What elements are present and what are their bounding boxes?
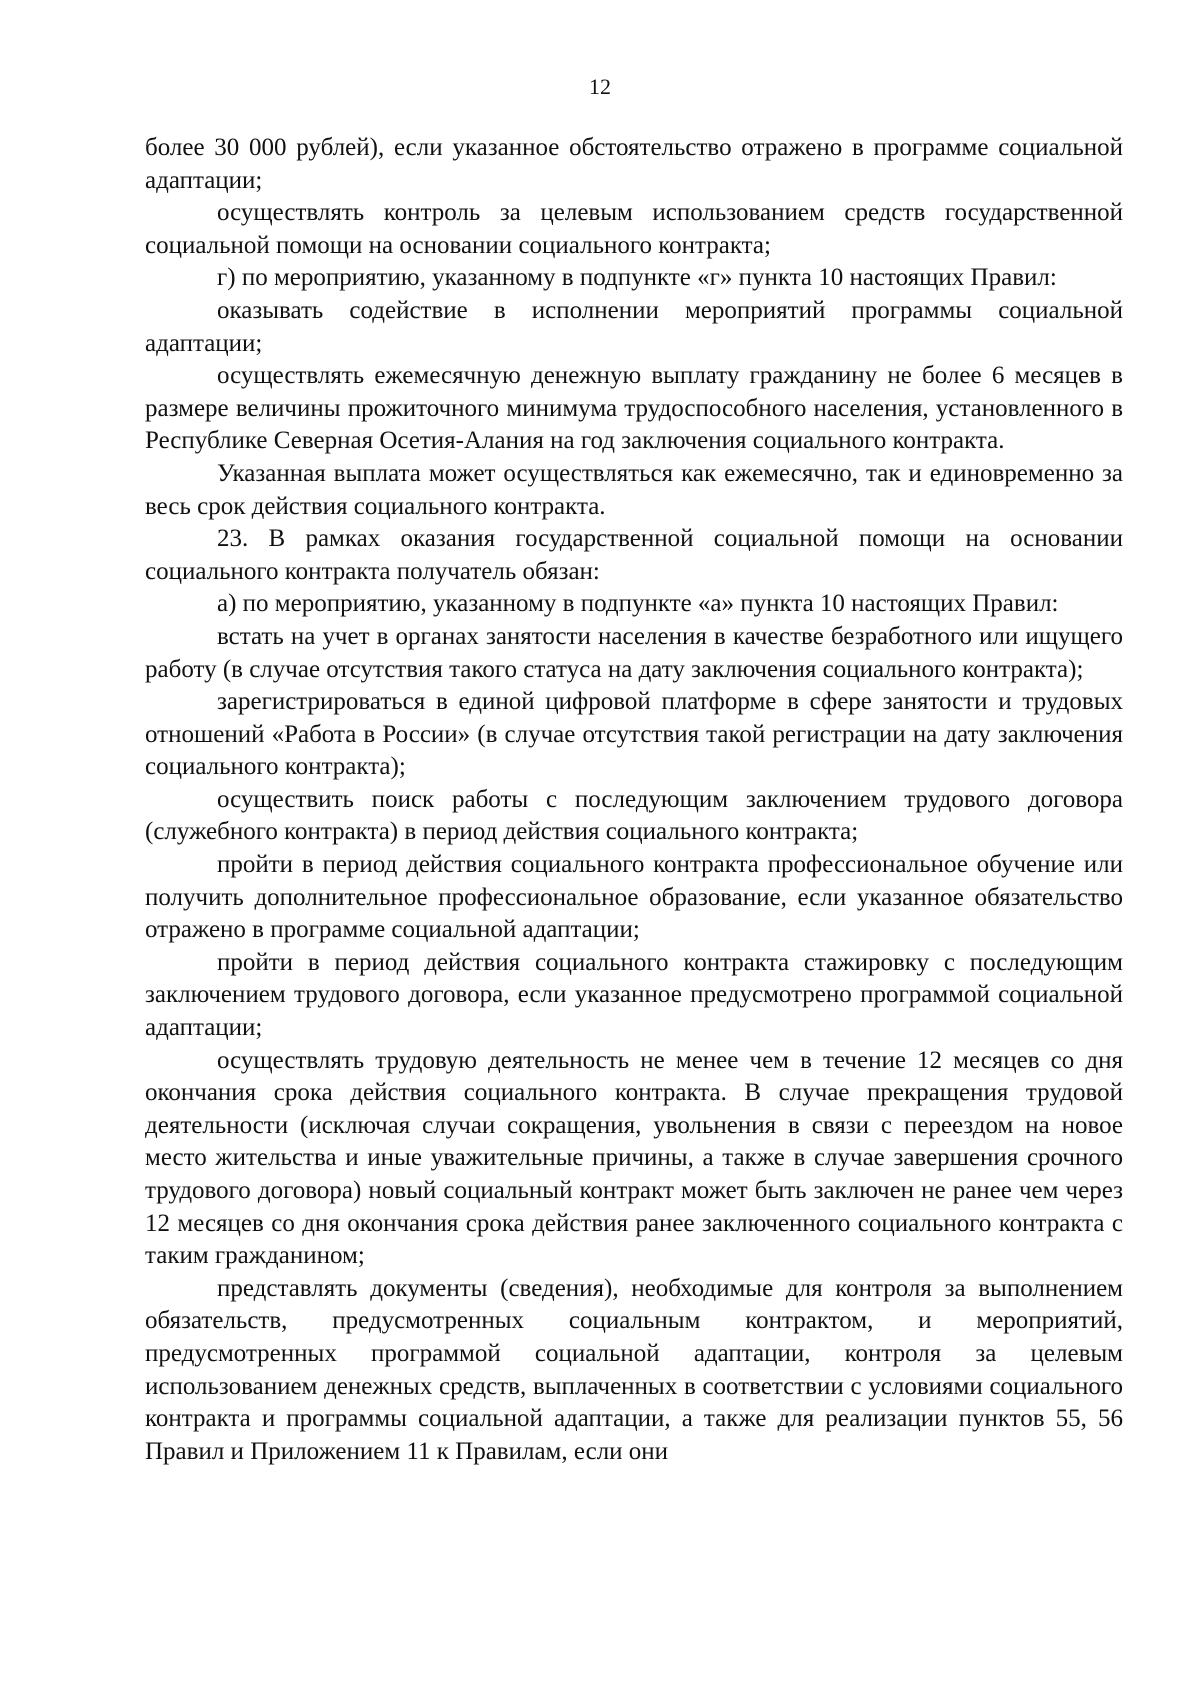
paragraph: осуществлять контроль за целевым использованием средств государственной социальной помощи на основании социального контракта; <box>145 199 1123 259</box>
paragraph: оказывать содействие в исполнении мероприятий программы социальной адаптации; <box>145 296 1123 357</box>
paragraph: а) по мероприятию, указанному в подпункте «а» пункта 10 настоящих Правил: <box>217 590 1059 618</box>
paragraph: 23. В рамках оказания государственной социальной помощи на основании социального контракта получатель обязан: <box>145 525 1123 585</box>
paragraph: г) по мероприятию, указанному в подпункте «г» пункта 10 настоящих Правил: <box>217 264 1057 292</box>
document-body <box>145 132 1123 1468</box>
page-number: 12 <box>589 74 611 99</box>
paragraph: зарегистрироваться в единой цифровой платформе в сфере занятости и трудовых отношений «Работа в России» (в случае отсутствия такой регистрации на дату заключения социального контракта); <box>145 688 1123 781</box>
paragraph: осуществлять трудовую деятельность не менее чем в течение 12 месяцев со дня окончания срока действия социального контракта. В случае прекращения трудовой деятельности (исключая случаи сокращения, увольнения в связи с переездом на новое место жительства и иные уважительные причины, а также в случае завершения срочного трудового договора) новый социальный контракт может быть заключен не ранее чем через 12 месяцев со дня окончания срока действия ранее заключенного социального контракта с таким гражданином; <box>145 1046 1123 1270</box>
paragraph: Указанная выплата может осуществляться как ежемесячно, так и единовременно за весь срок действия социального контракта. <box>145 459 1123 520</box>
paragraph: осуществить поиск работы с последующим заключением трудового договора (служебного контракта) в период действия социального контракта; <box>145 785 1123 846</box>
paragraph: пройти в период действия социального контракта профессиональное обучение или получить дополнительное профессиональное образование, если указанное обязательство отражено в программе социальной адаптации; <box>145 851 1123 944</box>
paragraph: представлять документы (сведения), необходимые для контроля за выполнением обязательств, предусмотренных социальным контрактом, и мероприятий, предусмотренных программой социальной адаптации, контроля за целевым использованием денежных средств, выплаченных в соответствии с условиями социального контракта и программы социальной адаптации, а также для реализации пунктов 55, 56 Правил и Приложением 11 к Правилам, если они <box>145 1274 1123 1465</box>
paragraph: пройти в период действия социального контракта стажировку с последующим заключением трудового договора, если указанное предусмотрено программой социальной адаптации; <box>145 948 1123 1042</box>
paragraph: осуществлять ежемесячную денежную выплату гражданину не более 6 месяцев в размере величины прожиточного минимума трудоспособного населения, установленного в Республике Северная Осетия-Алания на год заключения социального контракта. <box>145 362 1123 455</box>
paragraph: встать на учет в органах занятости населения в качестве безработного или ищущего работу (в случае отсутствия такого статуса на дату заключения социального контракта); <box>145 622 1123 683</box>
paragraph: более 30 000 рублей), если указанное обстоятельство отражено в программе социальной адаптации; <box>145 134 1123 194</box>
